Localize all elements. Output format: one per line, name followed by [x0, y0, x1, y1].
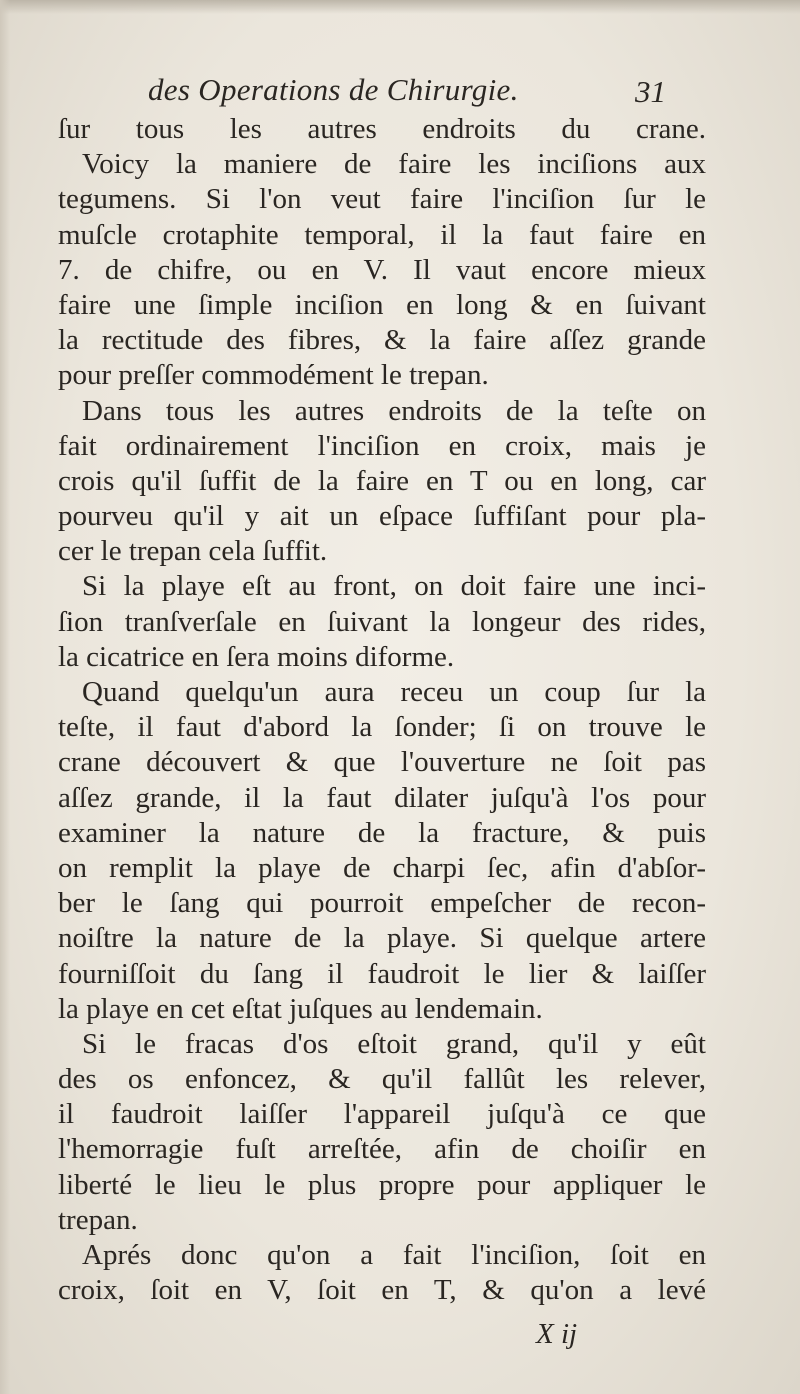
text-line: pour preſſer commodément le trepan.: [58, 359, 489, 392]
text-line: muſcle crotaphite temporal, il la faut faire en: [58, 218, 706, 251]
text-line: ſion tranſverſale en ſuivant la longeur des rides,: [58, 605, 706, 638]
text-line: ber le ſang qui pourroit empeſcher de recon-: [58, 887, 706, 920]
text-line: pourveu qu'il y ait un eſpace ſuffiſant pour pla-: [58, 500, 706, 533]
text-line: Quand quelqu'un aura receu un coup ſur la: [82, 676, 706, 708]
text-line: trepan.: [58, 1203, 138, 1236]
page-number: 31: [635, 74, 666, 109]
text-line: 7. de chifre, ou en V. Il vaut encore mieux: [58, 253, 706, 286]
text-line: crane découvert & que l'ouverture ne ſoit pas: [58, 746, 706, 779]
text-line: tegumens. Si l'on veut faire l'inciſion ſur le: [58, 183, 706, 216]
text-line: il faudroit laiſſer l'appareil juſqu'à ce que: [58, 1098, 706, 1131]
text-line: l'hemorragie fuſt arreſtée, afin de choiſir en: [58, 1133, 706, 1166]
text-line: on remplit la playe de charpi ſec, afin d'abſor-: [58, 851, 706, 884]
text-line: teſte, il faut d'abord la ſonder; ſi on trouve le: [58, 711, 706, 744]
text-line: ſur tous les autres endroits du crane.: [58, 113, 706, 145]
text-line: Aprés donc qu'on a fait l'inciſion, ſoit en: [82, 1239, 706, 1271]
text-line: noiſtre la nature de la playe. Si quelque artere: [58, 922, 706, 955]
text-line: examiner la nature de la fracture, & puis: [58, 816, 706, 849]
text-line: la playe en cet eſtat juſques au lendemain.: [58, 992, 543, 1025]
text-line: aſſez grande, il la faut dilater juſqu'à l'os pour: [58, 781, 706, 814]
text-line: cer le trepan cela ſuffit.: [58, 535, 328, 568]
text-line: des os enfoncez, & qu'il fallût les relever,: [58, 1063, 706, 1096]
text-line: Dans tous les autres endroits de la teſte on: [82, 394, 706, 427]
text-line: la rectitude des fibres, & la faire aſſez grande: [58, 324, 706, 357]
text-line: Si le fracas d'os eſtoit grand, qu'il y eût: [82, 1027, 706, 1060]
text-line: crois qu'il ſuffit de la faire en T ou en long, car: [58, 464, 706, 497]
running-title: des Operations de Chirurgie.: [148, 72, 519, 107]
running-head: [148, 72, 748, 112]
text-line: croix, ſoit en V, ſoit en T, & qu'on a levé: [58, 1274, 706, 1307]
text-line: fourniſſoit du ſang il faudroit le lier & laiſſer: [58, 957, 706, 990]
body-text: [58, 112, 706, 1308]
text-line: liberté le lieu le plus propre pour appliquer le: [58, 1168, 706, 1201]
text-line: la cicatrice en ſera moins diforme.: [58, 640, 455, 673]
text-line: Si la playe eſt au front, on doit faire une inci-: [82, 570, 706, 603]
text-line: Voicy la maniere de faire les inciſions aux: [82, 148, 706, 181]
signature-mark: X ij: [536, 1318, 578, 1350]
text-line: fait ordinairement l'inciſion en croix, mais je: [58, 429, 706, 462]
text-line: faire une ſimple inciſion en long & en ſuivant: [58, 288, 706, 321]
